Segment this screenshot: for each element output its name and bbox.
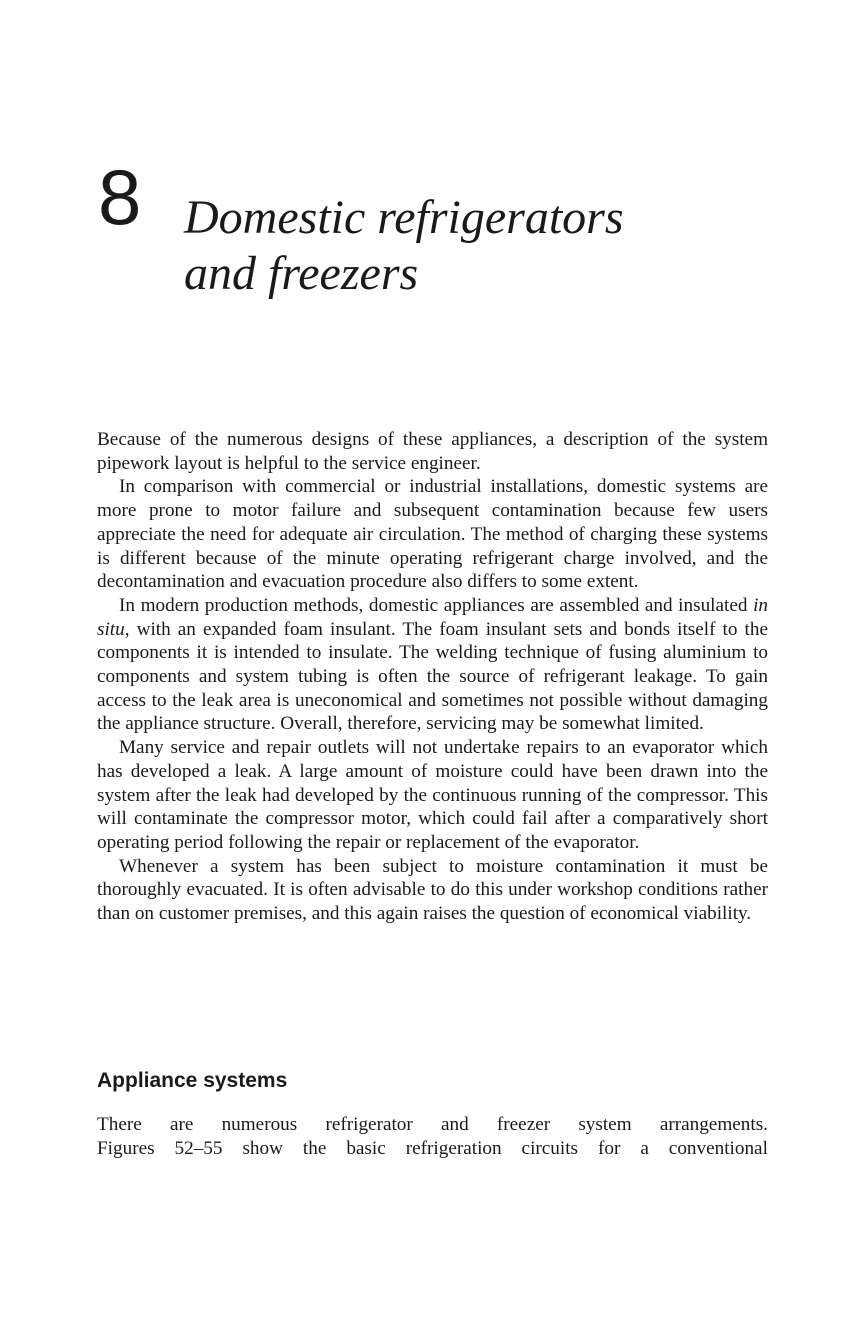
paragraph-1: Because of the numerous designs of these appliances, a description of the system pipework layout is helpful to the service engineer. (97, 429, 768, 474)
section-body (97, 1113, 768, 1160)
paragraph-3-end: , with an expanded foam insulant. The foam insulant sets and bonds itself to the components it is intended to insulate. The welding technique of fusing aluminium to components and system tubing is often the source of refrigerant leakage. To gain access to the leak area is uneconomical and sometimes not possible without damaging the appliance structure. Overall, therefore, servicing may be somewhat limited. (97, 618, 768, 735)
paragraph-3 (97, 594, 768, 736)
chapter-number: 8 (98, 153, 142, 241)
paragraph-2: In comparison with commercial or industrial installations, domestic systems are more prone to motor failure and subsequent contamination because few users appreciate the need for adequate air circulation. The method of charging these systems is different because of the minute operating refrigerant charge involved, and the decontamination and evacuation procedure also differs to some extent. (97, 476, 768, 593)
section-line-1: There are numerous refrigerator and freezer system arrangements. (97, 1114, 768, 1135)
paragraph-3-italic: in situ (97, 594, 768, 640)
chapter-title-line-1: Domestic refrigerators (184, 191, 624, 244)
chapter-body (97, 428, 768, 926)
paragraph-5: Whenever a system has been subject to moisture contamination it must be thoroughly evacuated. It is often advisable to do this under workshop conditions rather than on customer premises, and this again raises the question of economical viability. (97, 855, 768, 925)
chapter-title-line-2: and freezers (184, 247, 419, 300)
chapter-title (184, 190, 784, 302)
section-line-2: Figures 52–55 show the basic refrigeration circuits for a conventional (97, 1137, 768, 1159)
section-heading: Appliance systems (97, 1069, 288, 1092)
paragraph-3-start: In modern production methods, domestic appliances are assembled and insulated (119, 594, 754, 616)
paragraph-4: Many service and repair outlets will not undertake repairs to an evaporator which has developed a leak. A large amount of moisture could have been drawn into the system after the leak had developed by the continuous running of the compressor. This will contaminate the compressor motor, which could fail after a comparatively short operating period following the repair or replacement of the evaporator. (97, 737, 768, 853)
